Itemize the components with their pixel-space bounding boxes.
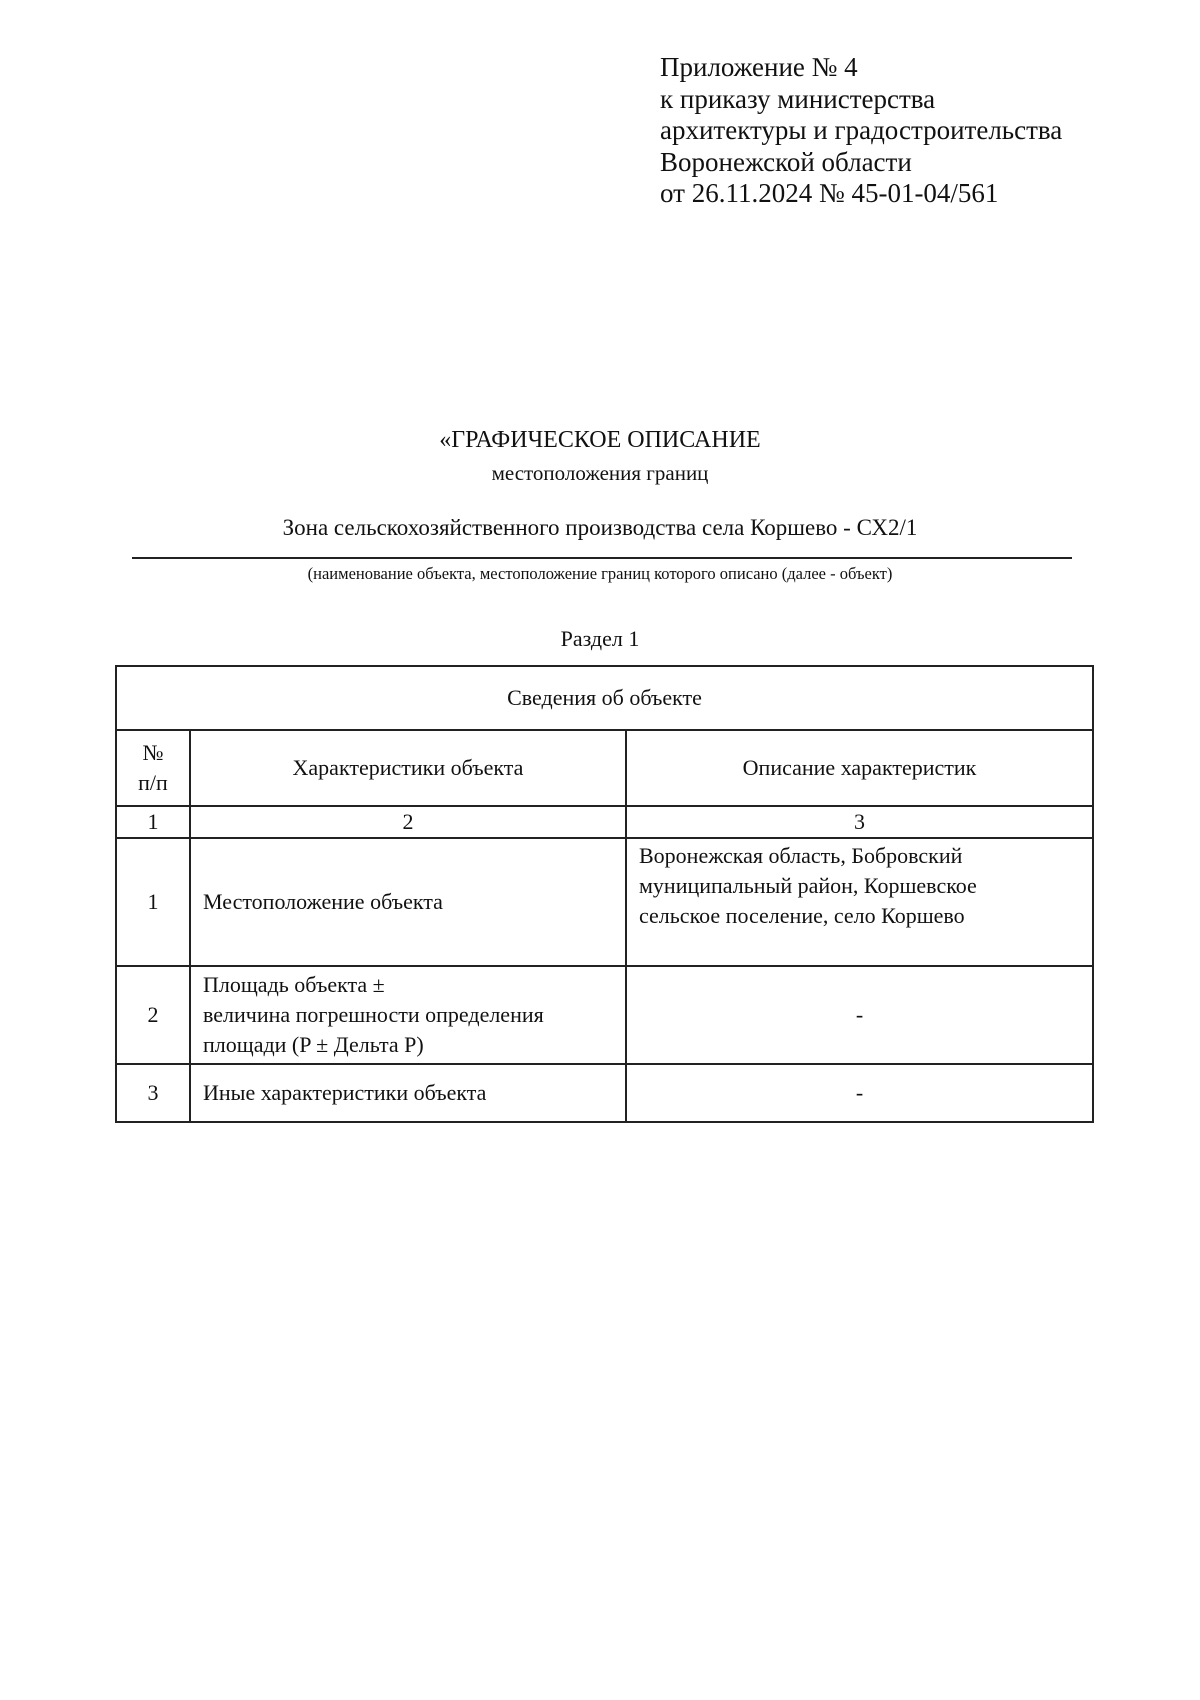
table-caption: Сведения об объекте xyxy=(116,666,1093,730)
appendix-line: Воронежской области xyxy=(660,146,912,177)
row-characteristic: Площадь объекта ± величина погрешности определения площади (P ± Дельта P) xyxy=(190,966,626,1064)
object-name-underline xyxy=(132,557,1072,559)
row-characteristic: Иные характеристики объекта xyxy=(190,1064,626,1122)
row-number: 3 xyxy=(116,1064,190,1122)
column-index: 1 xyxy=(116,806,190,838)
appendix-line: Приложение № 4 xyxy=(660,52,858,82)
section-label: Раздел 1 xyxy=(560,626,640,651)
object-name-caption: (наименование объекта, местоположение границ которого описано (далее - объект) xyxy=(307,564,893,583)
appendix-order-date: от 26.11.2024 № 45-01-04/561 xyxy=(660,178,999,208)
column-header-characteristic: Характеристики объекта xyxy=(190,730,626,806)
table-column-index-row xyxy=(116,806,1093,838)
column-header-description: Описание характеристик xyxy=(626,730,1093,806)
document-title: «ГРАФИЧЕСКОЕ ОПИСАНИЕ xyxy=(439,427,761,453)
row-number: 2 xyxy=(116,966,190,1064)
document-subtitle: местоположения границ xyxy=(491,461,709,485)
column-header-number: № п/п xyxy=(116,730,190,806)
row-description: Воронежская область, Бобровский муниципальный район, Коршевское сельское поселение, село Коршево xyxy=(626,838,1093,966)
column-index: 3 xyxy=(626,806,1093,838)
appendix-block xyxy=(660,52,1062,210)
row-description: - xyxy=(626,966,1093,1064)
table-row xyxy=(116,1064,1093,1122)
object-info-table xyxy=(115,665,1094,1123)
row-number: 1 xyxy=(116,838,190,966)
table-header-row xyxy=(116,730,1093,806)
appendix-line: архитектуры и градостроительства xyxy=(660,115,1063,145)
table-row xyxy=(116,838,1093,966)
object-name: Зона сельскохозяйственного производства села Коршево - СХ2/1 xyxy=(282,515,918,540)
table-caption-row xyxy=(116,666,1093,730)
column-index: 2 xyxy=(190,806,626,838)
table-row xyxy=(116,966,1093,1064)
row-characteristic: Местоположение объекта xyxy=(190,838,626,966)
row-description: - xyxy=(626,1064,1093,1122)
appendix-line: к приказу министерства xyxy=(660,83,936,114)
